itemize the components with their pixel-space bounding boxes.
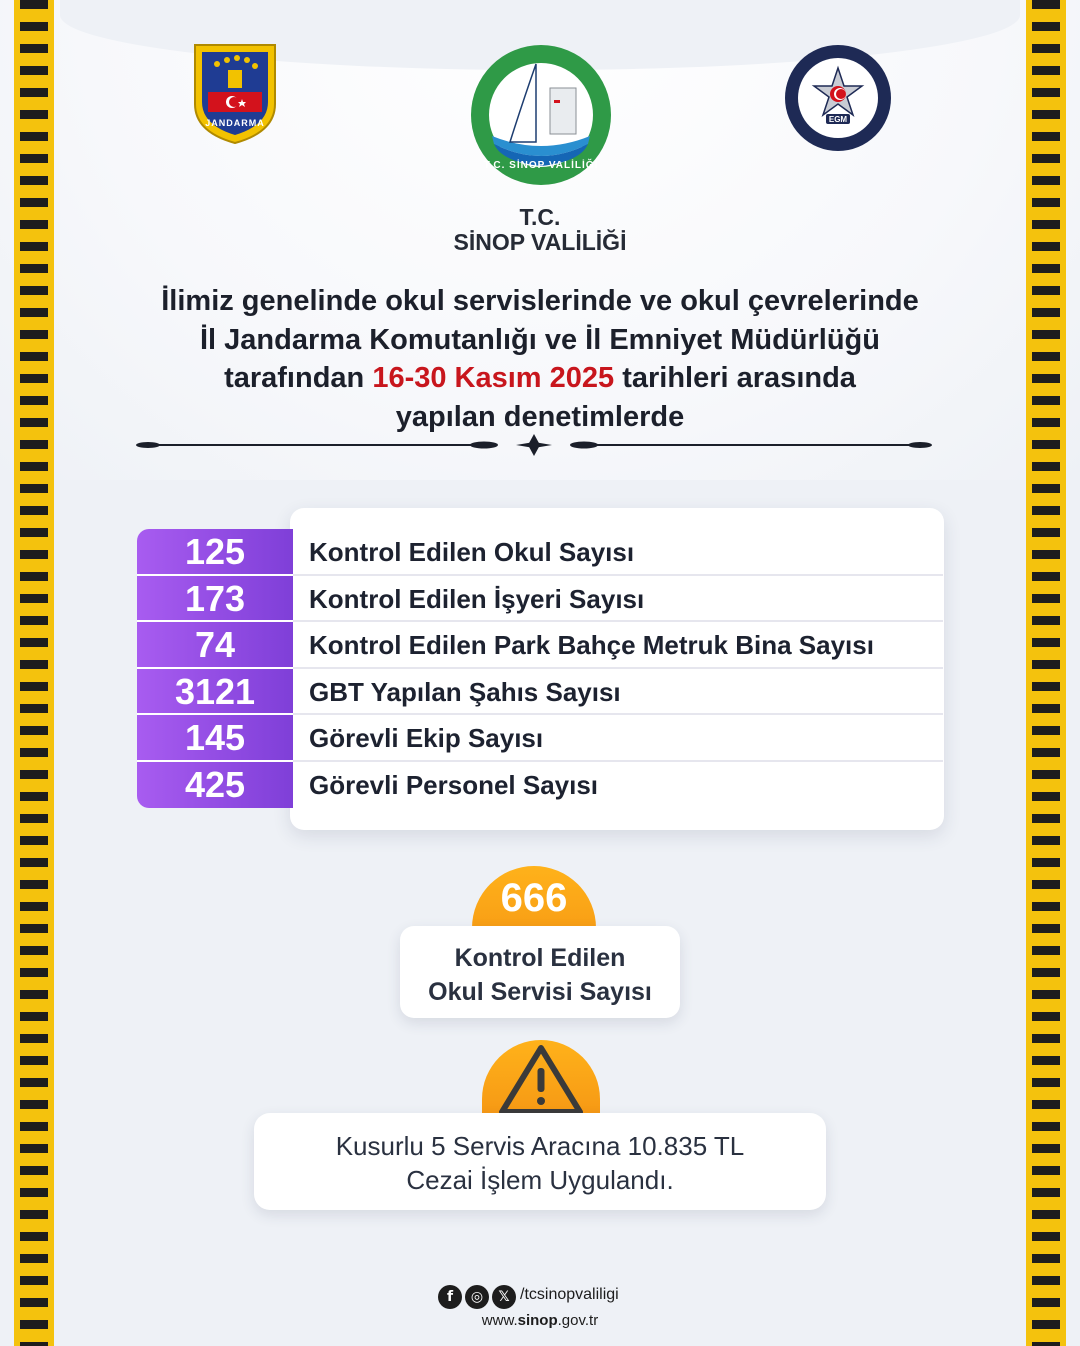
- website-link[interactable]: [0, 1312, 1080, 1329]
- stat-value: 145: [184, 717, 246, 758]
- warning-icon: [498, 1044, 584, 1116]
- org-title-valilik: SİNOP VALİLİĞİ: [453, 229, 627, 255]
- intro-text: [110, 282, 970, 436]
- intro-line-3-post: tarihleri arasında: [614, 362, 856, 394]
- x-icon[interactable]: 𝕏: [492, 1285, 516, 1309]
- intro-line-3: [110, 359, 970, 398]
- caution-tape-right: [1032, 0, 1060, 1346]
- ornamental-divider: [136, 432, 932, 458]
- stat-label: Kontrol Edilen İşyeri Sayısı: [309, 583, 645, 614]
- stat-row: [137, 669, 943, 716]
- stat-row: [137, 622, 943, 669]
- jandarma-logo: [192, 42, 278, 146]
- website-domain: sinop: [517, 1312, 558, 1329]
- stat-row: [137, 576, 943, 623]
- stat-row: [137, 762, 943, 809]
- intro-line-1: İlimiz genelinde okul servislerinde ve okul çevrelerinde: [161, 285, 919, 317]
- fine-card: [254, 1113, 826, 1210]
- social-handle[interactable]: /tcsinopvaliligi: [520, 1286, 619, 1303]
- website-prefix: www.: [481, 1312, 518, 1329]
- date-range-highlight: 16-30 Kasım 2025: [372, 362, 615, 394]
- stat-label: Kontrol Edilen Park Bahçe Metruk Bina Sayısı: [309, 630, 874, 660]
- stat-value: 3121: [174, 670, 256, 712]
- bus-count-value: 666: [500, 876, 568, 920]
- bus-label-line-2: Okul Servisi Sayısı: [428, 978, 652, 1006]
- stat-label: Görevli Personel Sayısı: [309, 769, 599, 800]
- stat-label: GBT Yapılan Şahıs Sayısı: [309, 676, 621, 707]
- stat-row: [137, 529, 943, 576]
- fine-line-2: Cezai İşlem Uygulandı.: [406, 1165, 674, 1195]
- stat-value: 173: [184, 577, 246, 619]
- facebook-icon[interactable]: f: [438, 1285, 462, 1309]
- bus-label-line-1: Kontrol Edilen: [454, 944, 626, 972]
- caution-tape-left: [20, 0, 48, 1346]
- stat-value: 74: [194, 624, 236, 665]
- stat-value: 425: [184, 763, 246, 805]
- egm-logo-abbr: EGM: [828, 115, 848, 124]
- intro-line-3-pre: tarafından: [224, 362, 373, 394]
- stat-row: [137, 715, 943, 762]
- fine-line-1: Kusurlu 5 Servis Aracına 10.835 TL: [335, 1131, 745, 1161]
- org-title-tc: T.C.: [519, 204, 561, 230]
- instagram-icon[interactable]: ◎: [465, 1285, 489, 1309]
- jandarma-logo-text: JANDARMA: [205, 118, 265, 128]
- bus-count-card: [400, 926, 680, 1018]
- stat-label: Kontrol Edilen Okul Sayısı: [309, 537, 635, 567]
- intro-line-2: İl Jandarma Komutanlığı ve İl Emniyet Müdürlüğü: [200, 323, 880, 356]
- emniyet-mudurlugu-logo: [784, 44, 892, 152]
- stat-value: 125: [184, 531, 246, 572]
- sinop-valiligi-logo-text: T.C. SİNOP VALİLİĞİ: [483, 160, 599, 171]
- website-suffix: .gov.tr: [557, 1312, 599, 1329]
- intro-line-4: yapılan denetimlerde: [395, 400, 685, 433]
- stat-label: Görevli Ekip Sayısı: [309, 723, 544, 753]
